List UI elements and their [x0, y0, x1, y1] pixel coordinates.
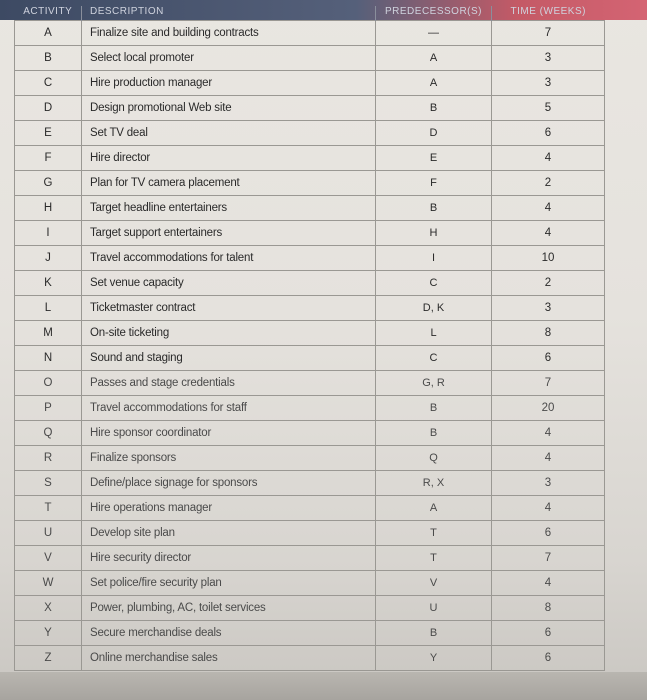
activity-cell: G [15, 171, 82, 196]
predecessors-cell: A [376, 496, 492, 521]
description-cell: On-site ticketing [82, 321, 376, 346]
table-row [15, 271, 605, 296]
predecessors-cell: U [376, 596, 492, 621]
table-row [15, 496, 605, 521]
table-row [15, 346, 605, 371]
time-cell: 10 [492, 246, 605, 271]
description-cell: Hire director [82, 146, 376, 171]
time-cell: 7 [492, 21, 605, 46]
predecessors-cell: — [376, 21, 492, 46]
activity-cell: K [15, 271, 82, 296]
activity-cell: C [15, 71, 82, 96]
table-row [15, 221, 605, 246]
predecessors-cell: H [376, 221, 492, 246]
activity-cell: W [15, 571, 82, 596]
activity-cell: U [15, 521, 82, 546]
time-cell: 6 [492, 621, 605, 646]
activity-cell: P [15, 396, 82, 421]
predecessors-cell: T [376, 521, 492, 546]
table-row [15, 321, 605, 346]
header-predecessors: PREDECESSOR(S) [376, 6, 492, 21]
time-cell: 4 [492, 146, 605, 171]
activity-cell: H [15, 196, 82, 221]
description-cell: Passes and stage credentials [82, 371, 376, 396]
predecessors-cell: E [376, 146, 492, 171]
activity-cell: X [15, 596, 82, 621]
table-row [15, 296, 605, 321]
table-row [15, 71, 605, 96]
activity-cell: N [15, 346, 82, 371]
time-cell: 4 [492, 421, 605, 446]
table-row [15, 96, 605, 121]
table-row [15, 371, 605, 396]
activity-cell: V [15, 546, 82, 571]
predecessors-cell: Q [376, 446, 492, 471]
predecessors-cell: C [376, 271, 492, 296]
table-header-row [15, 6, 605, 21]
description-cell: Finalize site and building contracts [82, 21, 376, 46]
table-row [15, 246, 605, 271]
description-cell: Sound and staging [82, 346, 376, 371]
predecessors-cell: V [376, 571, 492, 596]
activity-cell: I [15, 221, 82, 246]
activity-cell: B [15, 46, 82, 71]
description-cell: Travel accommodations for talent [82, 246, 376, 271]
table-row [15, 121, 605, 146]
time-cell: 3 [492, 471, 605, 496]
description-cell: Define/place signage for sponsors [82, 471, 376, 496]
time-cell: 4 [492, 496, 605, 521]
predecessors-cell: L [376, 321, 492, 346]
description-cell: Hire production manager [82, 71, 376, 96]
time-cell: 20 [492, 396, 605, 421]
predecessors-cell: T [376, 546, 492, 571]
description-cell: Ticketmaster contract [82, 296, 376, 321]
table-body [15, 21, 605, 671]
time-cell: 8 [492, 596, 605, 621]
description-cell: Online merchandise sales [82, 646, 376, 671]
description-cell: Design promotional Web site [82, 96, 376, 121]
time-cell: 7 [492, 546, 605, 571]
activity-cell: A [15, 21, 82, 46]
description-cell: Travel accommodations for staff [82, 396, 376, 421]
time-cell: 4 [492, 446, 605, 471]
activity-cell: L [15, 296, 82, 321]
description-cell: Hire sponsor coordinator [82, 421, 376, 446]
table-row [15, 446, 605, 471]
description-cell: Power, plumbing, AC, toilet services [82, 596, 376, 621]
time-cell: 6 [492, 521, 605, 546]
predecessors-cell: B [376, 421, 492, 446]
activity-cell: D [15, 96, 82, 121]
time-cell: 6 [492, 646, 605, 671]
description-cell: Set TV deal [82, 121, 376, 146]
table-row [15, 21, 605, 46]
header-description: DESCRIPTION [82, 6, 376, 21]
time-cell: 4 [492, 571, 605, 596]
activity-table [14, 6, 605, 671]
description-cell: Develop site plan [82, 521, 376, 546]
description-cell: Set police/fire security plan [82, 571, 376, 596]
description-cell: Secure merchandise deals [82, 621, 376, 646]
time-cell: 3 [492, 46, 605, 71]
activity-cell: R [15, 446, 82, 471]
predecessors-cell: B [376, 96, 492, 121]
table-row [15, 596, 605, 621]
predecessors-cell: B [376, 196, 492, 221]
table-row [15, 421, 605, 446]
activity-cell: F [15, 146, 82, 171]
header-time: TIME (WEEKS) [510, 6, 586, 17]
predecessors-cell: Y [376, 646, 492, 671]
time-cell: 2 [492, 171, 605, 196]
activity-cell: E [15, 121, 82, 146]
table-row [15, 646, 605, 671]
time-cell: 8 [492, 321, 605, 346]
description-cell: Finalize sponsors [82, 446, 376, 471]
activity-cell: T [15, 496, 82, 521]
description-cell: Select local promoter [82, 46, 376, 71]
table-row [15, 171, 605, 196]
activity-cell: J [15, 246, 82, 271]
predecessors-cell: D [376, 121, 492, 146]
predecessors-cell: R, X [376, 471, 492, 496]
time-cell: 2 [492, 271, 605, 296]
predecessors-cell: C [376, 346, 492, 371]
predecessors-cell: F [376, 171, 492, 196]
predecessors-cell: A [376, 46, 492, 71]
description-cell: Target support entertainers [82, 221, 376, 246]
description-cell: Plan for TV camera placement [82, 171, 376, 196]
time-cell: 4 [492, 221, 605, 246]
activity-cell: Z [15, 646, 82, 671]
predecessors-cell: B [376, 621, 492, 646]
description-cell: Set venue capacity [82, 271, 376, 296]
table-row [15, 546, 605, 571]
time-cell: 3 [492, 296, 605, 321]
activity-cell: M [15, 321, 82, 346]
table-row [15, 571, 605, 596]
activity-cell: S [15, 471, 82, 496]
table-row [15, 196, 605, 221]
predecessors-cell: G, R [376, 371, 492, 396]
table-row [15, 396, 605, 421]
time-cell: 5 [492, 96, 605, 121]
activity-table-container [14, 6, 604, 671]
table-row [15, 471, 605, 496]
time-cell: 4 [492, 196, 605, 221]
table-row [15, 146, 605, 171]
page-edge-shadow [0, 672, 647, 700]
description-cell: Target headline entertainers [82, 196, 376, 221]
header-activity: ACTIVITY [15, 6, 82, 21]
time-cell: 3 [492, 71, 605, 96]
description-cell: Hire operations manager [82, 496, 376, 521]
predecessors-cell: D, K [376, 296, 492, 321]
predecessors-cell: I [376, 246, 492, 271]
predecessors-cell: A [376, 71, 492, 96]
activity-cell: Y [15, 621, 82, 646]
description-cell: Hire security director [82, 546, 376, 571]
activity-cell: O [15, 371, 82, 396]
table-row [15, 46, 605, 71]
time-cell: 6 [492, 346, 605, 371]
time-cell: 7 [492, 371, 605, 396]
activity-cell: Q [15, 421, 82, 446]
predecessors-cell: B [376, 396, 492, 421]
time-cell: 6 [492, 121, 605, 146]
table-row [15, 621, 605, 646]
table-row [15, 521, 605, 546]
